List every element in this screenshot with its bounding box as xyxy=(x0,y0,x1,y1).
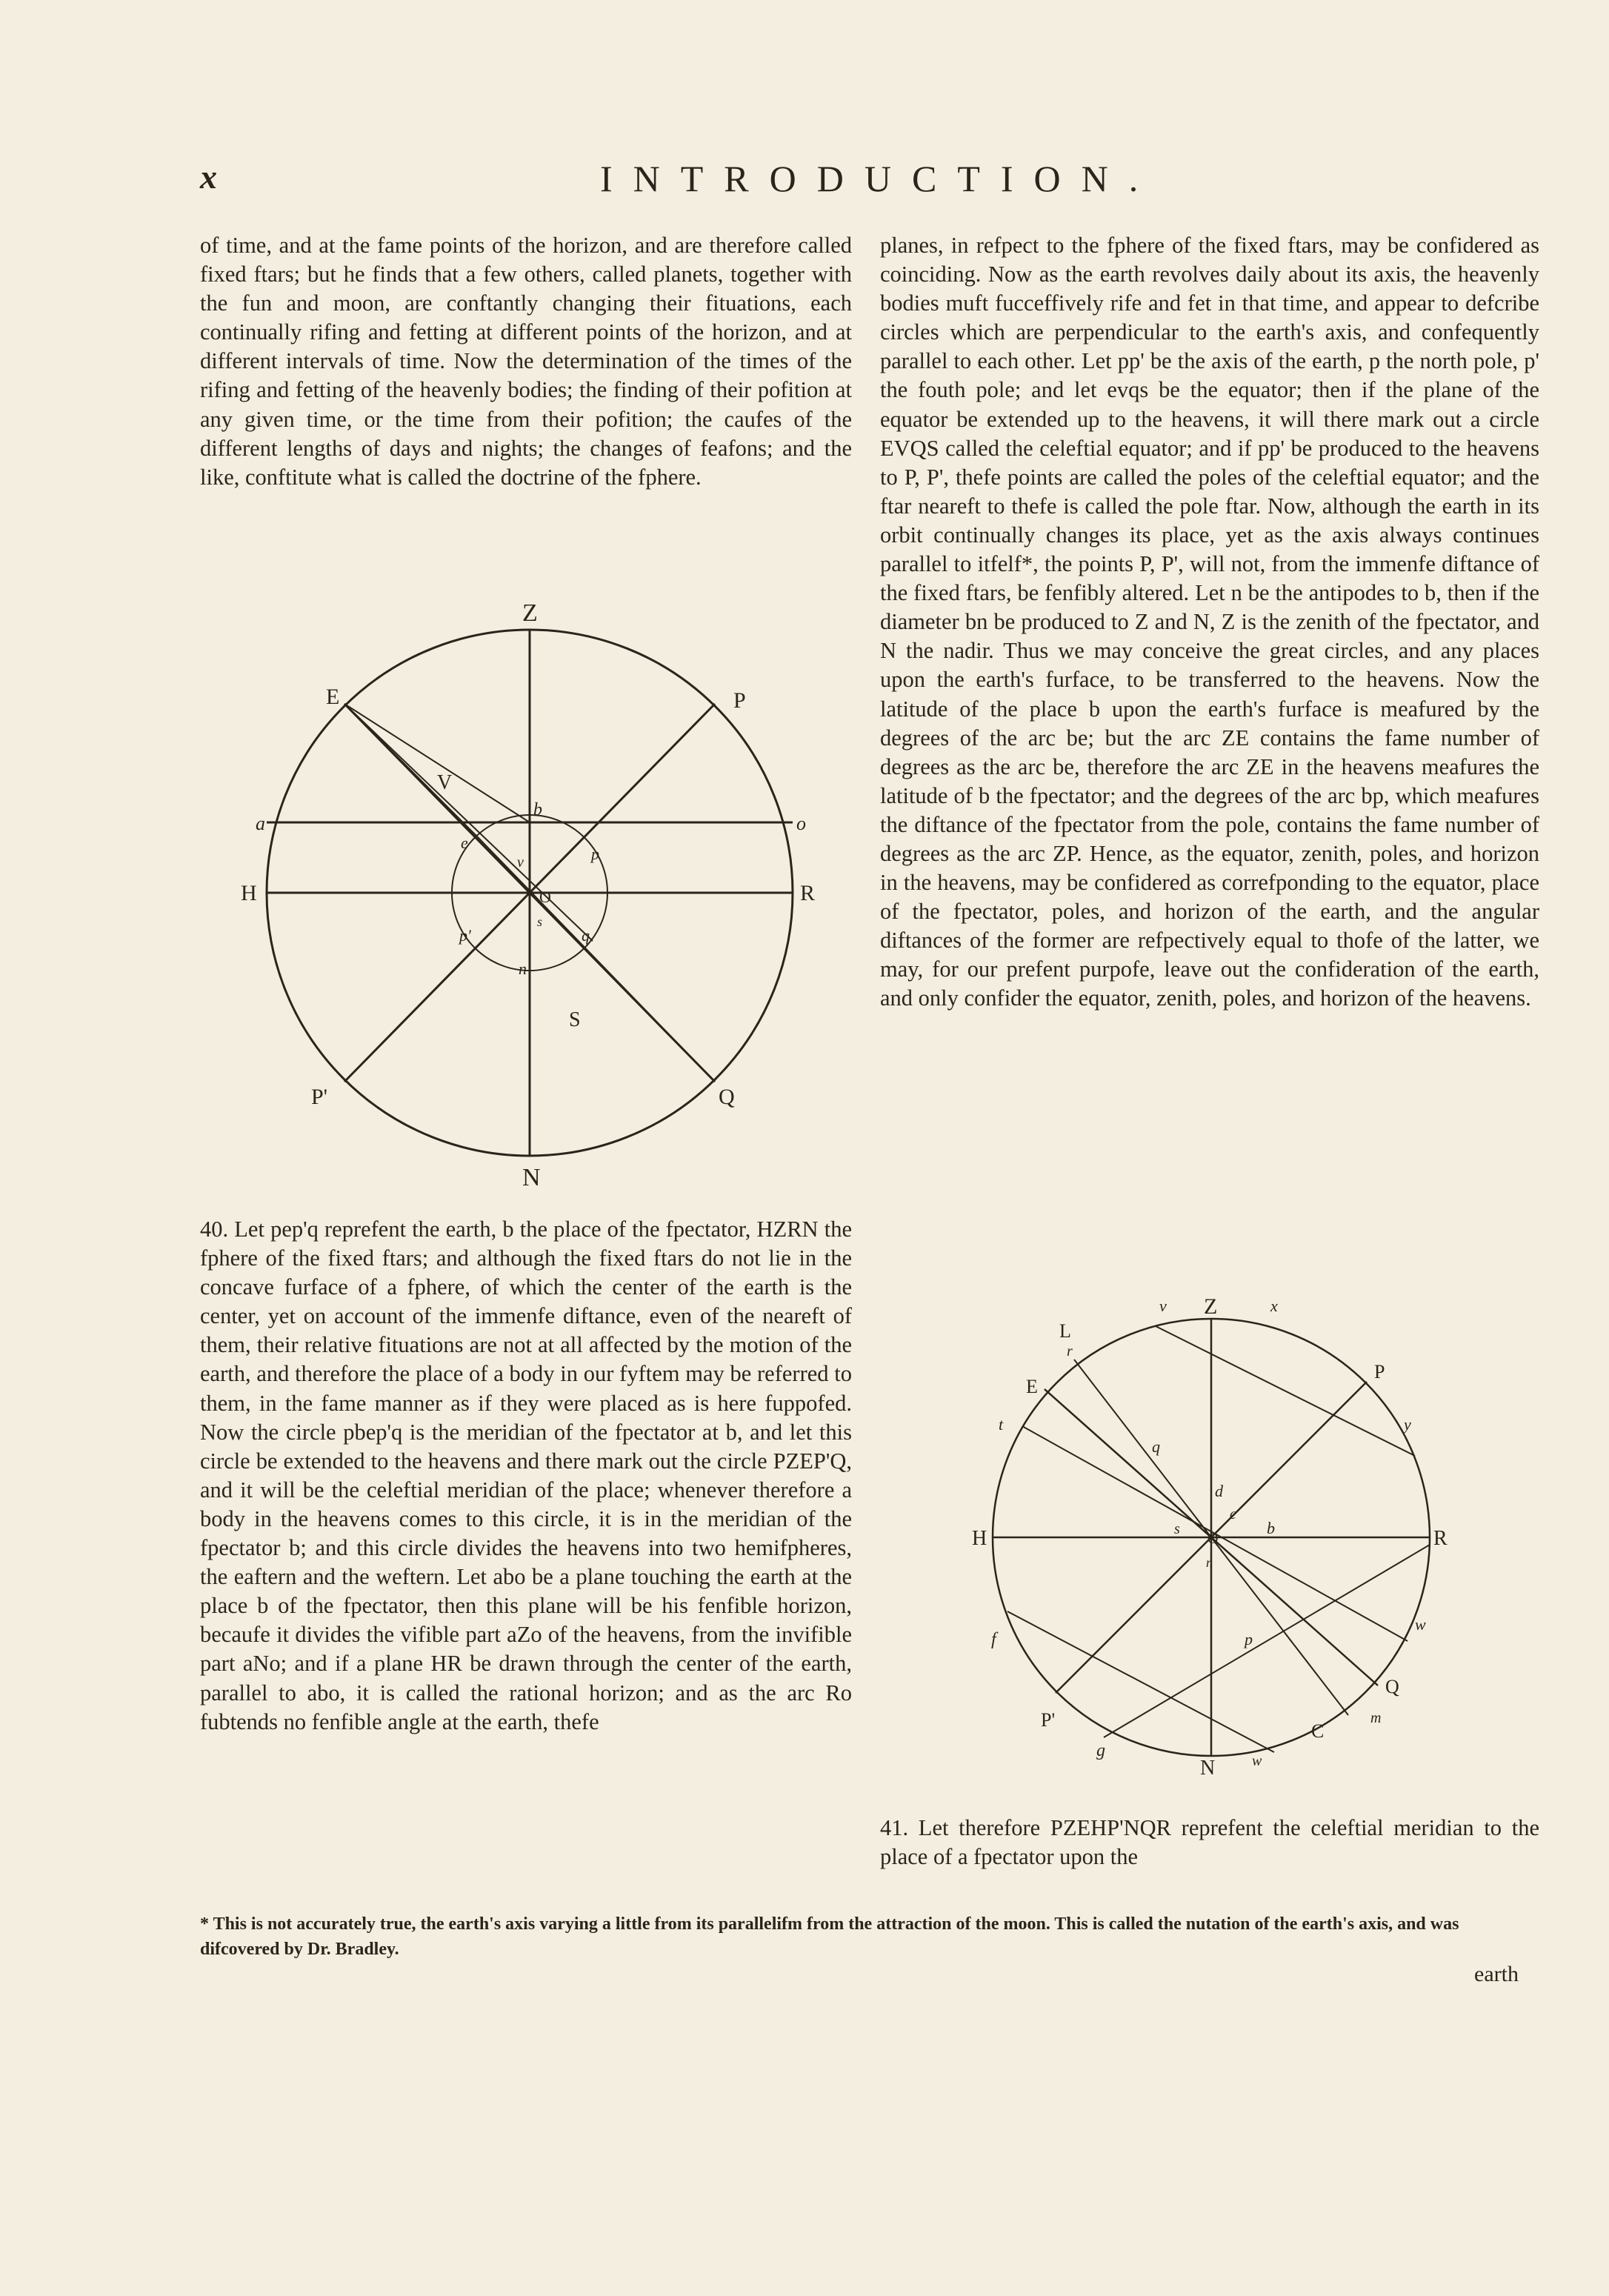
fig1-label-Pprime: P' xyxy=(311,1085,328,1109)
ray-line-3 xyxy=(344,704,478,837)
right-column-top xyxy=(880,231,1539,1014)
fig2-label-r: r xyxy=(1067,1343,1073,1360)
fig1-label-n: n xyxy=(519,959,527,978)
paragraph-celestial-equator: planes, in refpect to the fphere of the fixed ftars, may be confidered as coinciding. Now as the earth revolves daily about its axis, the heavenly bodies muft fucceffively rife and fet in that time, and appear to defcribe circles which are perpendicular to the earth's axis, and confequently parallel to each other. Let pp' be the axis of the earth, p the north pole, p' the fouth pole; and let evqs be the equator; then if the plane of the equator be extended up to the heavens, it will there mark out a circle EVQS called the celeftial equator; and if pp' be produced to the heavens to P, P', thefe points are called the poles of the celeftial equator; and the ftar neareft to thefe is called the pole ftar. Now, although the earth in its orbit continually changes its place, yet as the axis always continues parallel to itfelf*, the points P, P', will not, from the immenfe diftance of the fixed ftars, be fenfibly altered. Let n be the antipodes to b, then if the diameter bn be produced to Z and N, Z is the zenith of the fpectator, and N the nadir. Thus we may conceive the great circles, and any places upon the earth's furface, to be transferred to the heavens. Now the latitude of the place b upon the earth's furface is meafured by the degrees of the arc be; but the arc ZE contains the fame number of degrees as the arc be, therefore the arc ZE in the heavens meafures the latitude of b the fpectator; and the degrees of the arc bp, which meafures the diftance of the fpectator from the pole, contains the fame number of degrees as the arc ZP. Hence, as the equator, zenith, poles, and horizon in the heavens, may be confidered as correfponding to the equator, place of the fpectator, poles, and horizon of the earth, and the angular diftances of the former are refpectively equal to thofe of the latter, we may, for our prefent purpofe, leave out the confideration of the earth, and only confider the equator, zenith, poles, and horizon of the heavens. xyxy=(880,233,1539,1011)
fig2-label-x: x xyxy=(1270,1297,1278,1315)
figure-celestial-meridian xyxy=(956,1293,1496,1780)
fig1-label-S: S xyxy=(569,1008,581,1031)
paragraph-section-40: 40. Let pep'q reprefent the earth, b the place of the fpectator, HZRN the fphere of the fixed ftars; and although the fixed ftars do not lie in the concave furface of a fphere, of which the center of the earth is the center, yet on account of the immenfe diftance, even of the neareft of them, their relative fituations are not at all affected by the motion of the earth, and therefore the place of a body in our fyftem may be referred to them, in the fame manner as if they were placed as is here fuppofed. Now the circle pbep'q is the meridian of the fpectator at b, and let this circle be extended to the heavens and there mark out the circle PZEP'Q, and it will be the celeftial meridian of the place; whenever therefore a body in the heavens comes to this circle, it is in the meridian of the fpectator b; and this circle divides the heavens into two hemifpheres, the eaftern and the weftern. Let abo be a plane touching the earth at the place b of the fpectator, then this plane will be his fenfible horizon, becaufe it divides the vifible part aZo of the heavens, from the invifible part aNo; and if a plane HR be drawn through the center of the earth, parallel to abo, it is called the rational horizon; and as the arc Ro fubtends no fenfible angle at the earth, thefe xyxy=(200,1217,852,1734)
fig1-label-P: P xyxy=(733,688,746,713)
left-column-bottom xyxy=(200,1215,852,1737)
page-header xyxy=(200,157,1422,209)
fig2-label-b: b xyxy=(1267,1519,1275,1537)
figure-meridian-earth xyxy=(222,593,837,1193)
fig2-label-R: R xyxy=(1433,1527,1448,1550)
page-number: x xyxy=(200,158,217,196)
fig1-label-b: b xyxy=(533,800,542,819)
paragraph-section-41: 41. Let therefore PZEHP'NQR reprefent the celeftial meridian to the place of a fpectator upon the xyxy=(880,1815,1539,1870)
figure-2-svg xyxy=(956,1293,1496,1780)
running-title: INTRODUCTION. xyxy=(600,158,1159,199)
figure-1-svg xyxy=(222,593,837,1193)
fig1-label-O: O xyxy=(539,888,551,906)
fig2-label-C: C xyxy=(1311,1720,1325,1742)
fig2-label-w: w xyxy=(1415,1615,1426,1634)
footnote-rule xyxy=(200,1897,1533,1898)
ray-line-1 xyxy=(1045,1389,1211,1537)
fig1-label-H: H xyxy=(241,881,257,905)
fig1-label-pprime: p' xyxy=(459,926,471,945)
fig2-label-H: H xyxy=(972,1527,987,1550)
fig2-label-Q: Q xyxy=(1385,1676,1399,1697)
parallel-line-5 xyxy=(1104,1545,1430,1737)
fig1-label-v: v xyxy=(517,854,524,871)
fig1-label-N: N xyxy=(522,1164,541,1191)
fig2-label-E: E xyxy=(1026,1376,1038,1397)
fig2-label-f: f xyxy=(991,1630,996,1649)
fig2-label-Z: Z xyxy=(1204,1294,1218,1319)
fig1-label-s: s xyxy=(537,914,543,929)
fig2-label-P: P xyxy=(1374,1361,1385,1382)
fig2-label-q: q xyxy=(1152,1437,1160,1456)
parallel-line-2 xyxy=(1156,1326,1415,1456)
fig2-label-Pprime: P' xyxy=(1041,1709,1056,1731)
fig2-label-s: s xyxy=(1174,1521,1180,1537)
fig1-label-E: E xyxy=(326,685,340,709)
fig1-label-o: o xyxy=(796,813,806,834)
fig1-label-e: e xyxy=(461,833,468,852)
fig2-label-d: d xyxy=(1215,1482,1223,1500)
fig2-label-L: L xyxy=(1059,1320,1071,1342)
fig1-label-V: V xyxy=(437,771,453,794)
fig1-label-p: p xyxy=(591,845,599,863)
fig2-label-c: c xyxy=(1230,1506,1236,1523)
right-column-bottom xyxy=(880,1814,1539,1871)
fig2-label-w2: w xyxy=(1252,1753,1262,1769)
fig2-label-N: N xyxy=(1200,1757,1216,1780)
fig2-label-m: m xyxy=(1370,1710,1382,1726)
ray-line-1 xyxy=(344,704,530,822)
fig2-label-n: n xyxy=(1206,1555,1213,1570)
left-column-top xyxy=(200,231,852,492)
fig2-label-t: t xyxy=(999,1415,1004,1434)
fig2-label-y: y xyxy=(1404,1415,1411,1434)
footnote: * This is not accurately true, the earth's axis varying a little from its parallelifm from the attraction of the moon. This is called the nutation of the earth's axis, and was difcovered by Dr. Bradley. xyxy=(200,1914,1459,1959)
fig1-label-R: R xyxy=(800,881,816,905)
ray-line-4 xyxy=(478,837,715,1082)
fig1-label-a: a xyxy=(256,813,265,834)
fig2-label-p: p xyxy=(1245,1630,1253,1648)
fig2-label-g: g xyxy=(1096,1741,1105,1760)
fig2-label-v: v xyxy=(1159,1297,1167,1315)
fig1-label-Q: Q xyxy=(719,1085,735,1109)
paragraph-doctrine-of-sphere: of time, and at the fame points of the horizon, and are therefore called fixed ftars; but he finds that a few others, called planets, together with the fun and moon, are conftantly changing their fituations, each continually rifing and fetting at different points of the horizon, and at different intervals of time. Now the determination of the times of the rifing and fetting of the heavenly bodies; the finding of their pofition at any given time, or the time from their pofition; the caufes of the different lengths of days and nights; the changes of feafons; and the like, conftitute what is called the doctrine of the fphere. xyxy=(200,233,852,490)
fig2-label-O: O xyxy=(1207,1531,1219,1547)
catchword: earth xyxy=(1474,1962,1519,1986)
fig1-label-q: q xyxy=(582,926,590,945)
fig1-label-Z: Z xyxy=(522,599,538,627)
